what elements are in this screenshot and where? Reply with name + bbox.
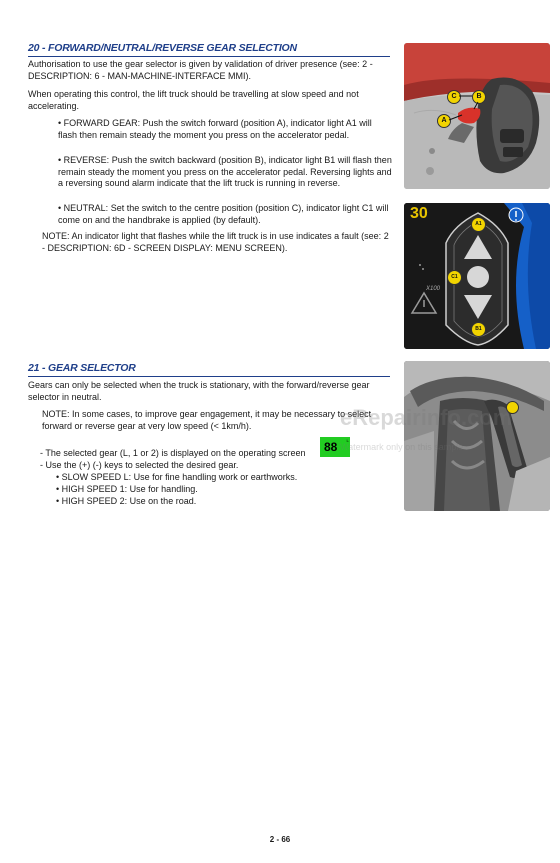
display-panel-photo <box>404 203 550 349</box>
display-value: 30 <box>410 205 428 222</box>
reverse-item <box>58 155 392 190</box>
callout-c: C <box>447 90 461 104</box>
selected-gear-line: - The selected gear (L, 1 or 2) is displayed on the operating screen <box>40 448 306 458</box>
note-label: NOTE: <box>42 409 70 419</box>
section-21-intro: Gears can only be selected when the truck is stationary, with the forward/reverse gear selector in neutral. <box>28 380 370 402</box>
callout-lines <box>404 43 550 189</box>
section-20-warning: When operating this control, the lift truck should be travelling at slow speed and not accelerating. <box>28 89 359 111</box>
watermark-sample: Watermark only on this sample <box>340 442 464 452</box>
neutral-label: • NEUTRAL: <box>58 203 109 213</box>
gear-bullet-high1: • HIGH SPEED 1: Use for handling. <box>56 484 198 494</box>
forward-gear-text: Push the switch forward (position A), indicator light A1 will flash then remain steady the moment you press on the accelerator pedal. <box>58 118 372 140</box>
neutral-item <box>58 203 392 226</box>
display-scale-label: X100 <box>426 286 441 292</box>
section-20-title: 20 - FORWARD/NEUTRAL/REVERSE GEAR SELECTION <box>28 42 390 57</box>
watermark-logo: eRepairinfo.com <box>340 405 513 430</box>
callout-b1: B1 <box>471 322 486 337</box>
steering-column-illustration <box>404 361 550 511</box>
reverse-label: • REVERSE: <box>58 155 110 165</box>
gear-bullet-high2: • HIGH SPEED 2: Use on the road. <box>56 496 197 506</box>
reverse-text: Push the switch backward (position B), indicator light B1 will flash then remain steady the moment you press on the accelerator pedal. Reversing lights and a reversing sound alarm indicate that the lift truck is running in reverse. <box>58 155 392 189</box>
forward-gear-label: • FORWARD GEAR: <box>58 118 141 128</box>
section-21-title: 21 - GEAR SELECTOR <box>28 362 390 377</box>
page-number: 2 - 66 <box>269 835 291 844</box>
note-text: An indicator light that flashes while the lift truck is in use indicates a fault (see: 2 - DESCRIPTION: 6D - SCREEN DISPLAY: MENU SCREEN). <box>42 231 389 253</box>
callout-a: A <box>437 114 451 128</box>
keys-line: - Use the (+) (-) keys to selected the desired gear. <box>40 460 239 470</box>
callout-c1: C1 <box>447 270 462 285</box>
forward-gear-item <box>58 118 392 141</box>
gear-indicator-unit: L <box>346 438 349 443</box>
section-20-note <box>42 231 392 254</box>
callout-b: B <box>472 90 486 104</box>
section-20-intro: Authorisation to use the gear selector is given by validation of driver presence (see: 2 - DESCRIPTION: 6 - MAN-MACHINE-INTERFACE MMI). <box>28 59 373 81</box>
note-label: NOTE: <box>42 231 70 241</box>
callout-a1: A1 <box>471 217 486 232</box>
gear-switch-photo <box>404 43 550 189</box>
steering-column-photo <box>404 361 550 511</box>
gear-bullet-slow: • SLOW SPEED L: Use for fine handling work or earthworks. <box>56 472 298 482</box>
note-text: In some cases, to improve gear engagement, it may be necessary to select forward or reverse gear at very low speed (< 1km/h). <box>42 409 372 431</box>
neutral-text: Set the switch to the centre position (position C), indicator light C1 will come on and the handbrake is applied (by default). <box>58 203 389 225</box>
gear-indicator-value: 88 <box>324 440 338 454</box>
